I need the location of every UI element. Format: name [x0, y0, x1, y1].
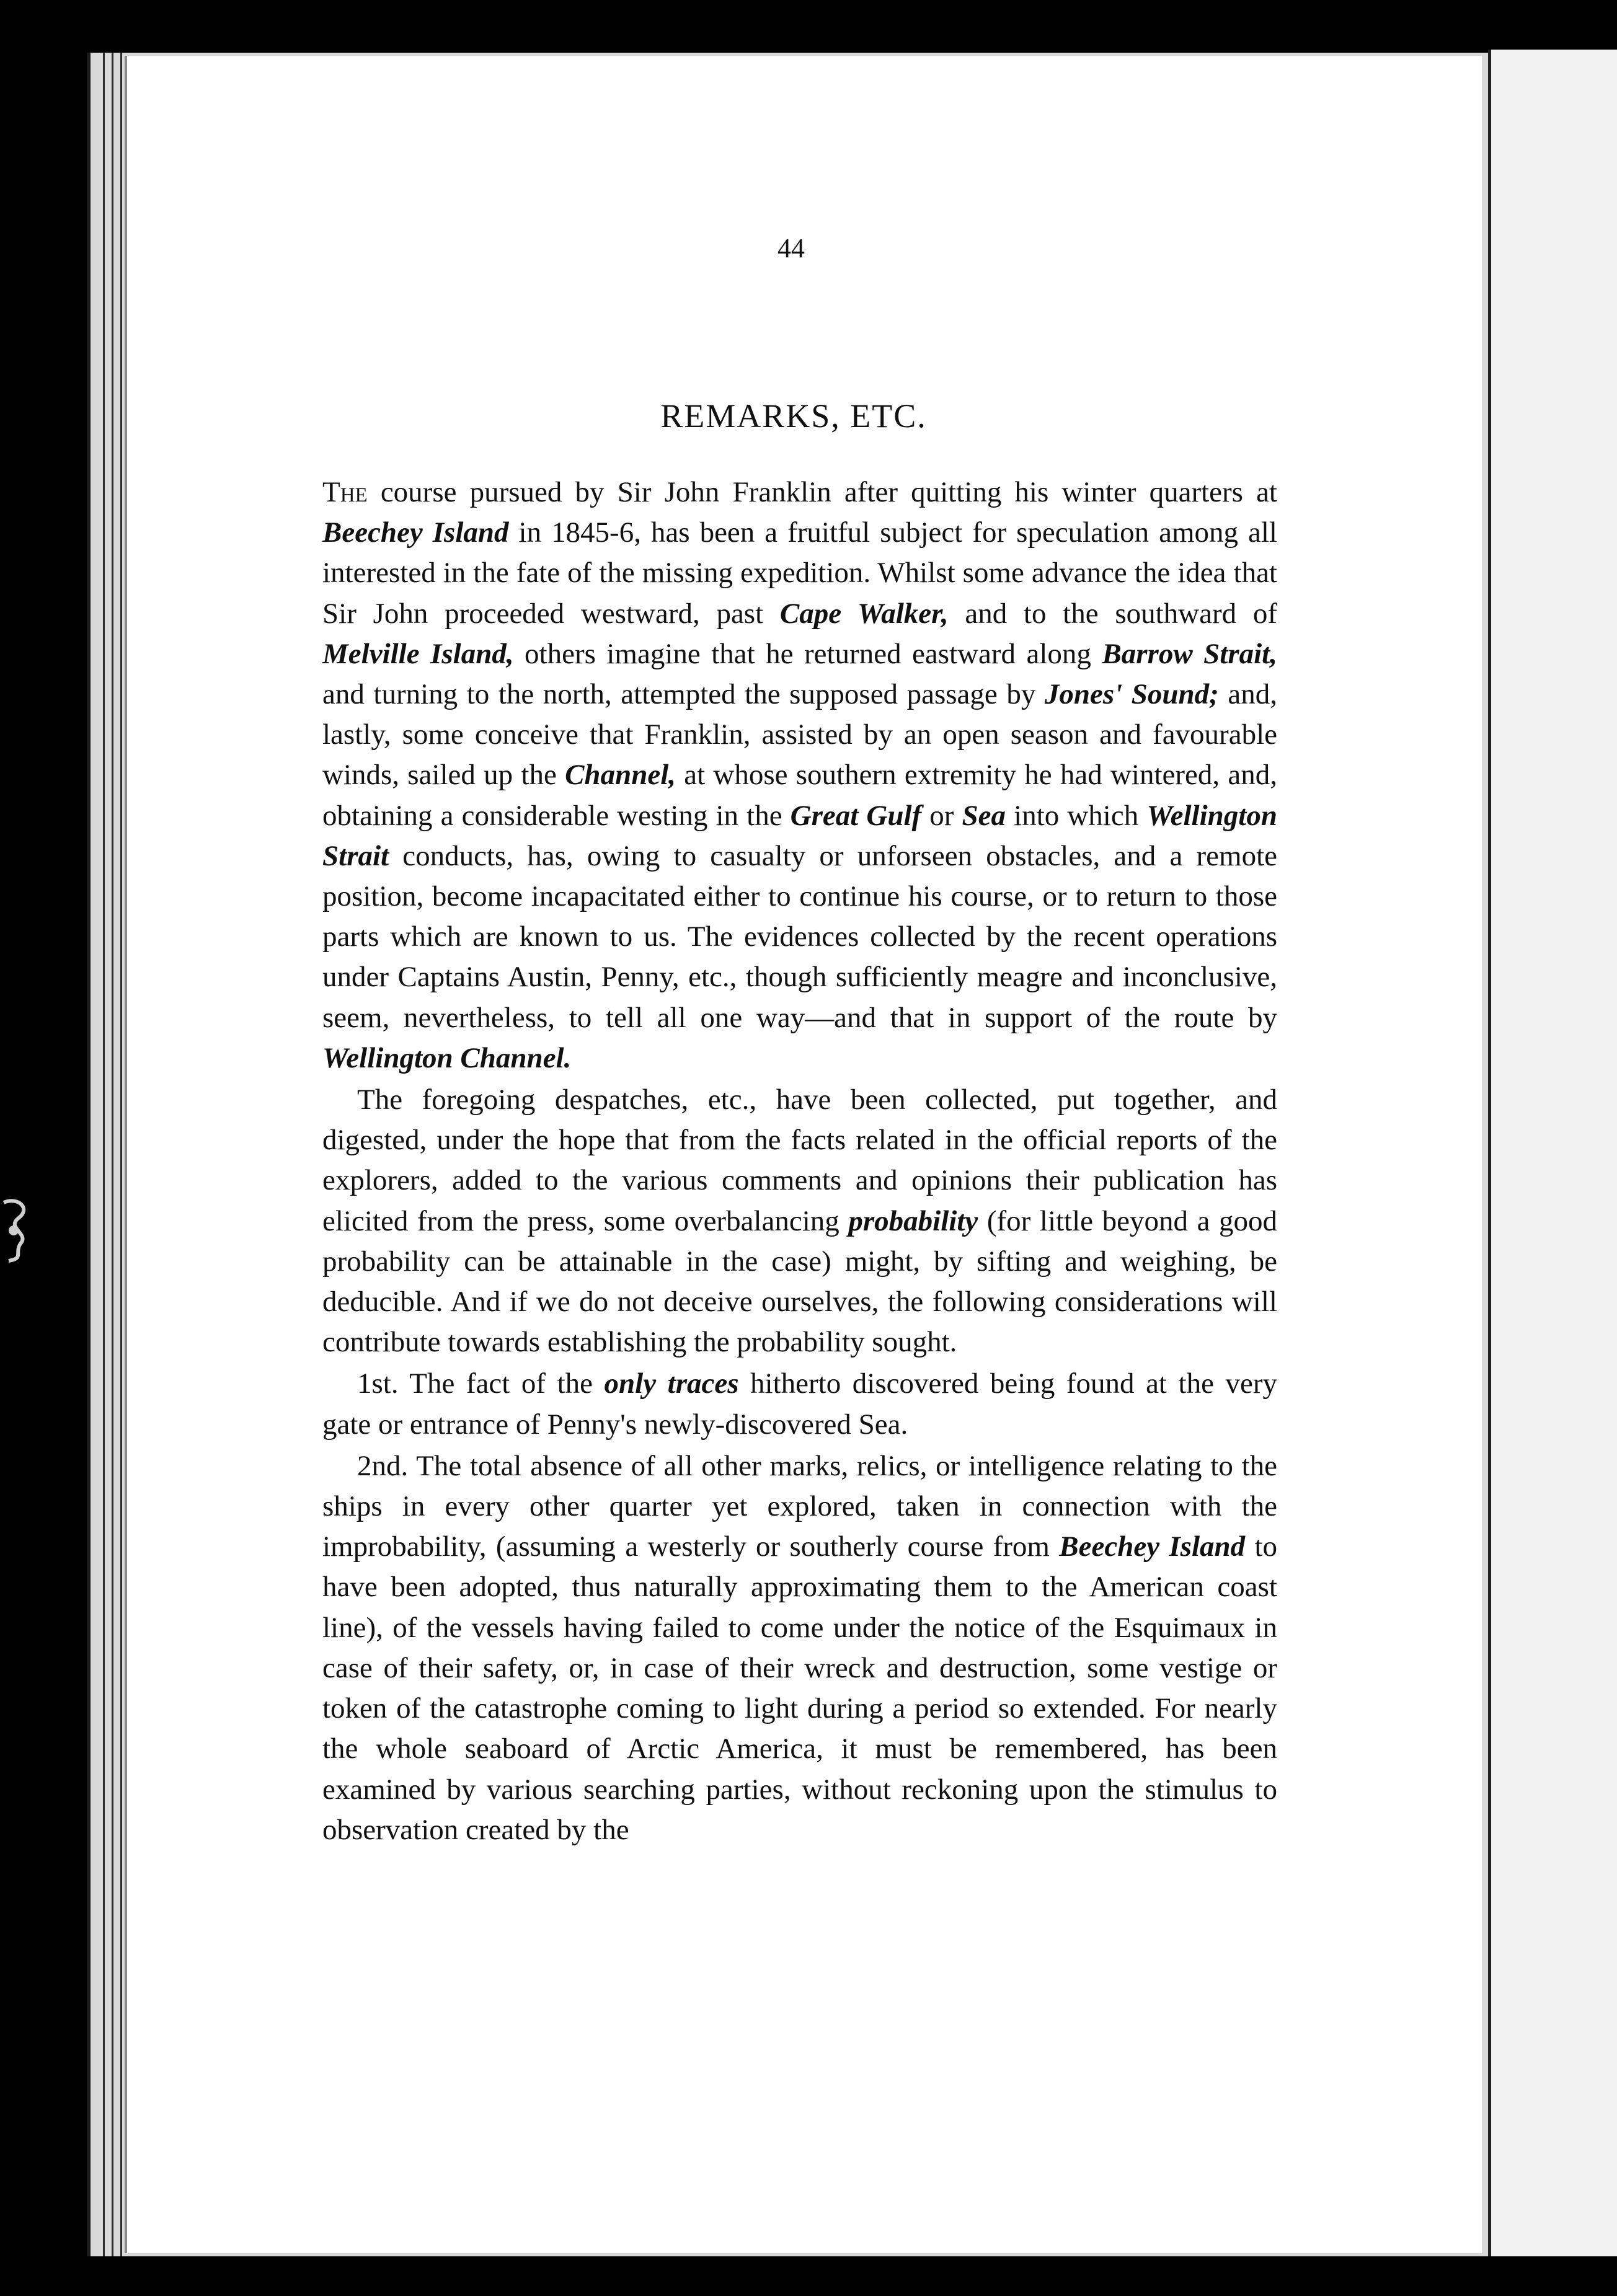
italic-phrase: Wellington Strait	[322, 799, 1277, 872]
paragraph-p4	[322, 1446, 1277, 1850]
text-run: conducts, has, owing to casualty or unforseen obstacles, and a remote position, become incapacitated either to continue his course, or to return to those parts which are known to us. The evidences collected by the recent operations under Captains Austin, Penny, etc., though sufficiently meagre and inconclusive, seem, nevertheless, to tell all one way—and that in support of the route by	[322, 839, 1277, 1034]
text-run: hitherto discovered being found at the very gate or entrance of Penny's newly-discovered Sea.	[322, 1367, 1277, 1441]
page-edge-line	[103, 53, 105, 2256]
italic-phrase: Cape Walker,	[779, 597, 949, 630]
text-run: 2nd. The total absence of all other marks, relics, or intelligence relating to the ships in every other quarter yet explored, taken in connection with the improbability, (assuming a westerly or southerly course from	[322, 1449, 1277, 1563]
text-run: 1st. The fact of the	[357, 1367, 605, 1400]
page-edge-line	[120, 53, 122, 2256]
italic-phrase: probability	[848, 1204, 978, 1237]
italic-phrase: Barrow Strait,	[1102, 637, 1277, 670]
text-run: in 1845-6, has been a fruitful subject for speculation among all interested in the fate of the missing expedition. Whilst some advance the idea that Sir John proceeded westward, past	[322, 516, 1277, 630]
text-run: course pursued by Sir John Franklin after quitting his winter quarters at	[367, 476, 1277, 508]
italic-phrase: Melville Island,	[322, 637, 514, 670]
paragraph-p1	[322, 472, 1277, 1079]
italic-phrase: only traces	[604, 1367, 739, 1400]
page-heading: REMARKS, ETC.	[660, 397, 927, 435]
text-run: into which	[1006, 799, 1147, 832]
italic-phrase: Sea	[962, 799, 1006, 832]
body-text	[322, 472, 1277, 1850]
text-run: and turning to the north, attempted the supposed passage by	[322, 678, 1045, 711]
text-run: others imagine that he returned eastward along	[513, 637, 1102, 670]
italic-phrase: Great Gulf	[790, 799, 922, 832]
text-run: The foregoing despatches, etc., have been collected, put together, and digested, under the hope that from the facts related in the official reports of the explorers, added to the various comments and opinions their publication has elicited from the press, some overbalancing	[322, 1084, 1277, 1237]
italic-phrase: Beechey Island	[322, 516, 509, 549]
small-caps-lead: The	[322, 476, 368, 508]
text-run: or	[921, 799, 962, 832]
text-run: (for little beyond a good probability can be attainable in the case) might, by sifting and weighing, be deducible. And if we do not deceive ourselves, the following considerations will contribute towards establishing the probability sought.	[322, 1204, 1278, 1359]
text-run: at whose southern extremity he had wintered, and, obtaining a considerable westing in the	[322, 759, 1277, 832]
italic-phrase: Wellington Channel.	[322, 1041, 572, 1074]
italic-phrase: Beechey Island	[1059, 1530, 1246, 1563]
paragraph-p2	[322, 1080, 1277, 1362]
page-edge-line	[112, 53, 113, 2256]
text-run: to have been adopted, thus naturally approximating them to the American coast line), of the vessels having failed to come under the notice of the Esquimaux in case of their safety, or, in case of their wreck and destruction, some vestige or token of the catastrophe coming to light during a period so extended. For nearly the whole seaboard of Arctic America, it must be remembered, has been examined by various searching parties, without reckoning upon the stimulus to observation created by the	[322, 1530, 1278, 1846]
page-number: 44	[777, 233, 805, 263]
text-run: and to the southward of	[948, 597, 1277, 630]
italic-phrase: Channel,	[565, 759, 676, 792]
italic-phrase: Jones' Sound;	[1044, 678, 1219, 711]
paragraph-p3	[322, 1364, 1277, 1444]
text-run: and, lastly, some conceive that Franklin, assisted by an open season and favourable winds, sailed up the	[322, 678, 1278, 792]
margin-ornament-icon	[0, 1196, 35, 1265]
facing-page-edge	[1488, 50, 1617, 2256]
